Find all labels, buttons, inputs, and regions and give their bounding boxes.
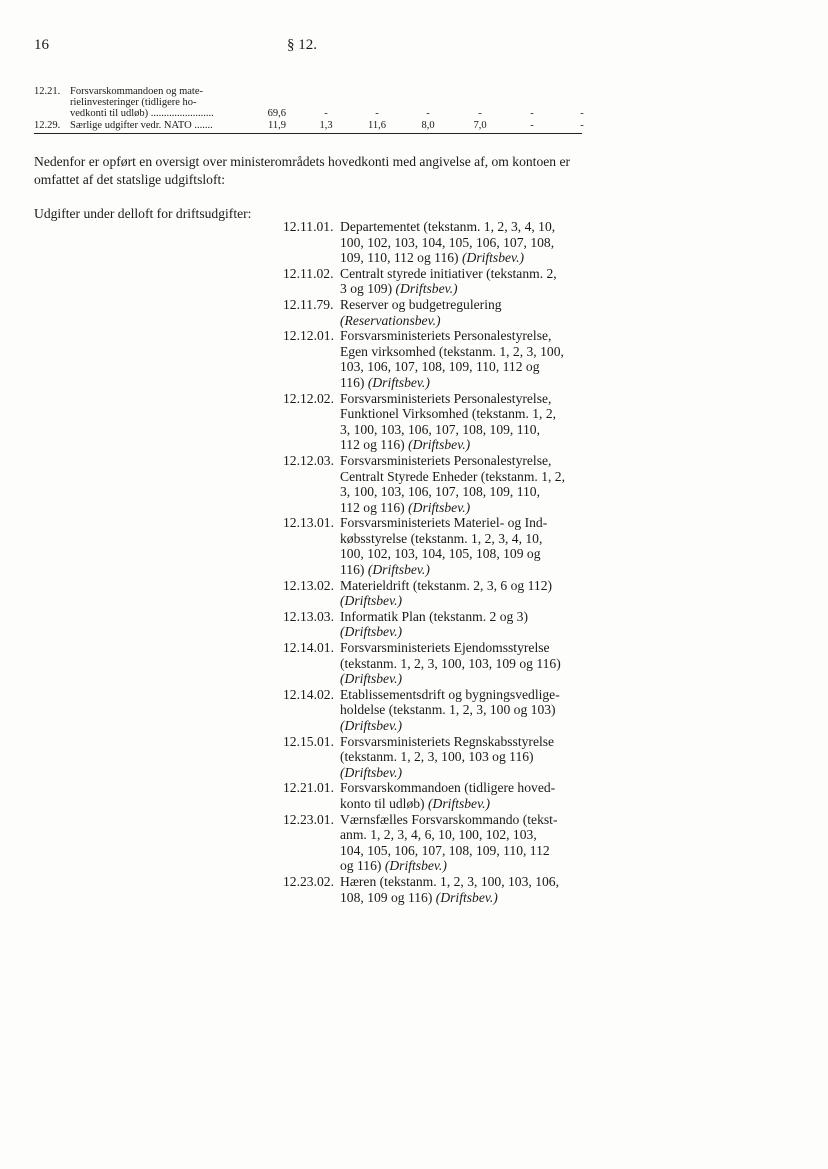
row-code: 12.29.: [34, 120, 61, 131]
account-text-line: [340, 422, 593, 438]
account-text: Centralt Styrede Enheder (tekstanm. 1, 2,: [340, 468, 565, 484]
intro-paragraph: Nedenfor er opført en oversigt over ministerområdets hovedkonti med angivelse af, om kontoen er omfattet af det statslige udgiftsloft:: [34, 154, 571, 187]
account-entry: [283, 297, 593, 328]
account-description: [340, 297, 593, 328]
table-rule: [34, 133, 582, 134]
table-cell: -: [580, 108, 584, 119]
account-text-line: [340, 281, 593, 297]
appropriation-type: (Driftsbev.): [340, 764, 403, 780]
table-row: [34, 86, 584, 120]
account-entry: [283, 515, 593, 577]
account-code: 12.11.02.: [283, 265, 334, 281]
row-description: Særlige udgifter vedr. NATO .......: [70, 120, 213, 131]
account-text-line: [340, 235, 593, 251]
account-description: [340, 578, 593, 609]
table-cell: -: [580, 120, 584, 131]
row-description: Forsvarskommandoen og mate- rielinvesteringer (tidligere ho- vedkonti til udløb) ........................: [70, 86, 214, 119]
table-cell: -: [478, 108, 482, 119]
account-text-line: [340, 313, 593, 329]
account-text-line: [340, 531, 593, 547]
account-text: Materieldrift (tekstanm. 2, 3, 6 og 112): [340, 577, 553, 593]
account-text: Departementet (tekstanm. 1, 2, 3, 4, 10,: [340, 219, 556, 234]
account-text: 109, 110, 112 og 116): [340, 250, 459, 266]
account-description: [340, 515, 593, 577]
appropriation-type: (Driftsbev.): [408, 499, 471, 515]
appropriation-type: (Driftsbev.): [408, 437, 471, 453]
account-text: Etablissementsdrift og bygningsvedlige-: [340, 686, 560, 702]
account-text-line: [340, 765, 593, 781]
account-text: Forsvarsministeriets Personalestyrelse,: [340, 390, 552, 406]
section-heading: § 12.: [287, 37, 317, 53]
account-text-line: [340, 500, 593, 516]
account-text: Informatik Plan (tekstanm. 2 og 3): [340, 608, 529, 624]
account-text: 3, 100, 103, 106, 107, 108, 109, 110,: [340, 421, 541, 437]
account-entry: [283, 780, 593, 811]
account-code: 12.13.01.: [283, 515, 334, 531]
table-cell: -: [530, 108, 534, 119]
account-text: Hæren (tekstanm. 1, 2, 3, 100, 103, 106,: [340, 873, 559, 889]
account-entry: [283, 219, 593, 266]
account-entry: [283, 391, 593, 453]
appropriation-type: (Driftsbev.): [340, 671, 403, 687]
account-description: [340, 391, 593, 453]
account-text: og 116): [340, 858, 382, 874]
appropriation-type: (Reservationsbev.): [340, 312, 441, 328]
account-entry: [283, 734, 593, 781]
appropriation-type: (Driftsbev.): [395, 281, 458, 297]
account-text-line: [340, 812, 593, 828]
account-text-line: [340, 562, 593, 578]
account-text: Egen virksomhed (tekstanm. 1, 2, 3, 100,: [340, 343, 564, 359]
account-text-line: [340, 344, 593, 360]
account-text: Centralt styrede initiativer (tekstanm. 2,: [340, 265, 557, 281]
account-entry: [283, 453, 593, 515]
row-code: 12.21.: [34, 86, 61, 97]
account-text-line: [340, 328, 593, 344]
account-code: 12.11.01.: [283, 219, 334, 234]
table-cell: 11,9: [268, 120, 286, 131]
account-description: [340, 780, 593, 811]
account-text: (tekstanm. 1, 2, 3, 100, 103, 109 og 116): [340, 655, 561, 671]
account-code: 12.13.03.: [283, 608, 334, 624]
account-text: 116): [340, 374, 365, 390]
account-text: Forsvarskommandoen (tidligere hoved-: [340, 780, 556, 796]
section-subheading: Udgifter under delloft for driftsudgifter:: [34, 206, 252, 221]
account-description: [340, 328, 593, 390]
account-description: [340, 266, 593, 297]
account-text-line: [340, 250, 593, 266]
account-text-line: [340, 843, 593, 859]
account-text: Værnsfælles Forsvarskommando (tekst-: [340, 811, 558, 827]
page-number: 16: [34, 37, 49, 53]
account-text-line: [340, 453, 593, 469]
account-text: (tekstanm. 1, 2, 3, 100, 103 og 116): [340, 749, 534, 765]
account-code: 12.14.01.: [283, 640, 334, 656]
account-text: 100, 102, 103, 104, 105, 108, 109 og: [340, 546, 541, 562]
account-text: 3 og 109): [340, 281, 393, 297]
account-description: [340, 812, 593, 874]
account-text-line: [340, 734, 593, 750]
account-text: købsstyrelse (tekstanm. 1, 2, 3, 4, 10,: [340, 530, 543, 546]
account-text: anm. 1, 2, 3, 4, 6, 10, 100, 102, 103,: [340, 827, 537, 843]
account-text-line: [340, 391, 593, 407]
account-entry: [283, 609, 593, 640]
account-text-line: [340, 219, 593, 235]
account-text: konto til udløb): [340, 795, 425, 811]
account-code: 12.23.02.: [283, 873, 334, 889]
account-description: [340, 687, 593, 734]
table-cell: -: [426, 108, 430, 119]
account-text: Funktionel Virksomhed (tekstanm. 1, 2,: [340, 406, 557, 422]
appropriation-type: (Driftsbev.): [340, 718, 403, 733]
table-cell: 1,3: [319, 120, 333, 131]
account-text-line: [340, 469, 593, 485]
account-text: Forsvarsministeriets Personalestyrelse,: [340, 452, 552, 468]
table-row: [34, 120, 584, 132]
account-text-line: [340, 437, 593, 453]
account-code: 12.15.01.: [283, 733, 334, 749]
account-code: 12.23.01.: [283, 811, 334, 827]
account-text: 116): [340, 562, 365, 578]
account-entry: [283, 328, 593, 390]
account-text: 108, 109 og 116): [340, 889, 433, 905]
account-text: Forsvarsministeriets Personalestyrelse,: [340, 328, 552, 344]
account-code: 12.12.01.: [283, 328, 334, 344]
account-description: [340, 874, 593, 905]
table-cell: 8,0: [421, 120, 435, 131]
table-cell: 69,6: [267, 108, 286, 119]
account-text: 100, 102, 103, 104, 105, 106, 107, 108,: [340, 234, 555, 250]
account-text-line: [340, 624, 593, 640]
account-description: [340, 640, 593, 687]
account-text: holdelse (tekstanm. 1, 2, 3, 100 og 103): [340, 702, 556, 718]
account-text-line: [340, 718, 593, 734]
account-entry: [283, 687, 593, 734]
account-text-line: [340, 546, 593, 562]
account-code: 12.21.01.: [283, 780, 334, 796]
account-text-line: [340, 266, 593, 282]
account-code: 12.11.79.: [283, 296, 334, 312]
account-text: 112 og 116): [340, 499, 405, 515]
table-cell: 7,0: [473, 120, 487, 131]
appropriation-type: (Driftsbev.): [367, 562, 430, 578]
account-description: [340, 219, 593, 266]
account-text-line: [340, 297, 593, 313]
account-text-line: [340, 406, 593, 422]
account-code: 12.12.02.: [283, 390, 334, 406]
account-text: 3, 100, 103, 106, 107, 108, 109, 110,: [340, 484, 541, 500]
account-code: 12.14.02.: [283, 686, 334, 702]
account-text-line: [340, 640, 593, 656]
account-text-line: [340, 609, 593, 625]
account-text-line: [340, 827, 593, 843]
table-cell: -: [324, 108, 328, 119]
account-text-line: [340, 890, 593, 906]
account-text-line: [340, 656, 593, 672]
table-cell: -: [530, 120, 534, 131]
account-text: 104, 105, 106, 107, 108, 109, 110, 112: [340, 842, 550, 858]
account-text-line: [340, 578, 593, 594]
appropriation-type: (Driftsbev.): [367, 374, 430, 390]
appropriation-type: (Driftsbev.): [340, 624, 403, 640]
account-text-line: [340, 515, 593, 531]
account-text-line: [340, 484, 593, 500]
account-text: Forsvarsministeriets Regnskabsstyrelse: [340, 733, 555, 749]
appropriation-type: (Driftsbev.): [435, 889, 498, 905]
account-text-line: [340, 359, 593, 375]
account-text: 112 og 116): [340, 437, 405, 453]
account-text: Forsvarsministeriets Ejendomsstyrelse: [340, 640, 550, 656]
account-description: [340, 609, 593, 640]
account-code: 12.12.03.: [283, 452, 334, 468]
account-text-line: [340, 702, 593, 718]
account-description: [340, 734, 593, 781]
account-list: [283, 219, 593, 905]
account-text-line: [340, 874, 593, 890]
account-text-line: [340, 687, 593, 703]
account-text-line: [340, 593, 593, 609]
account-text-line: [340, 749, 593, 765]
appropriation-type: (Driftsbev.): [340, 593, 403, 609]
appropriation-type: (Driftsbev.): [461, 250, 525, 266]
account-text-line: [340, 858, 593, 874]
account-entry: [283, 812, 593, 874]
appropriation-type: (Driftsbev.): [384, 858, 447, 874]
account-text-line: [340, 671, 593, 687]
table-cell: 11,6: [368, 120, 386, 131]
account-text-line: [340, 375, 593, 391]
account-entry: [283, 874, 593, 905]
account-text-line: [340, 780, 593, 796]
table-cell: -: [375, 108, 379, 119]
account-entry: [283, 266, 593, 297]
account-text: Reserver og budgetregulering: [340, 296, 502, 312]
account-text: Forsvarsministeriets Materiel- og Ind-: [340, 515, 548, 531]
account-text-line: [340, 796, 593, 812]
appropriation-type: (Driftsbev.): [428, 795, 491, 811]
account-text: 103, 106, 107, 108, 109, 110, 112 og: [340, 359, 540, 375]
account-entry: [283, 640, 593, 687]
account-description: [340, 453, 593, 515]
account-code: 12.13.02.: [283, 577, 334, 593]
account-entry: [283, 578, 593, 609]
